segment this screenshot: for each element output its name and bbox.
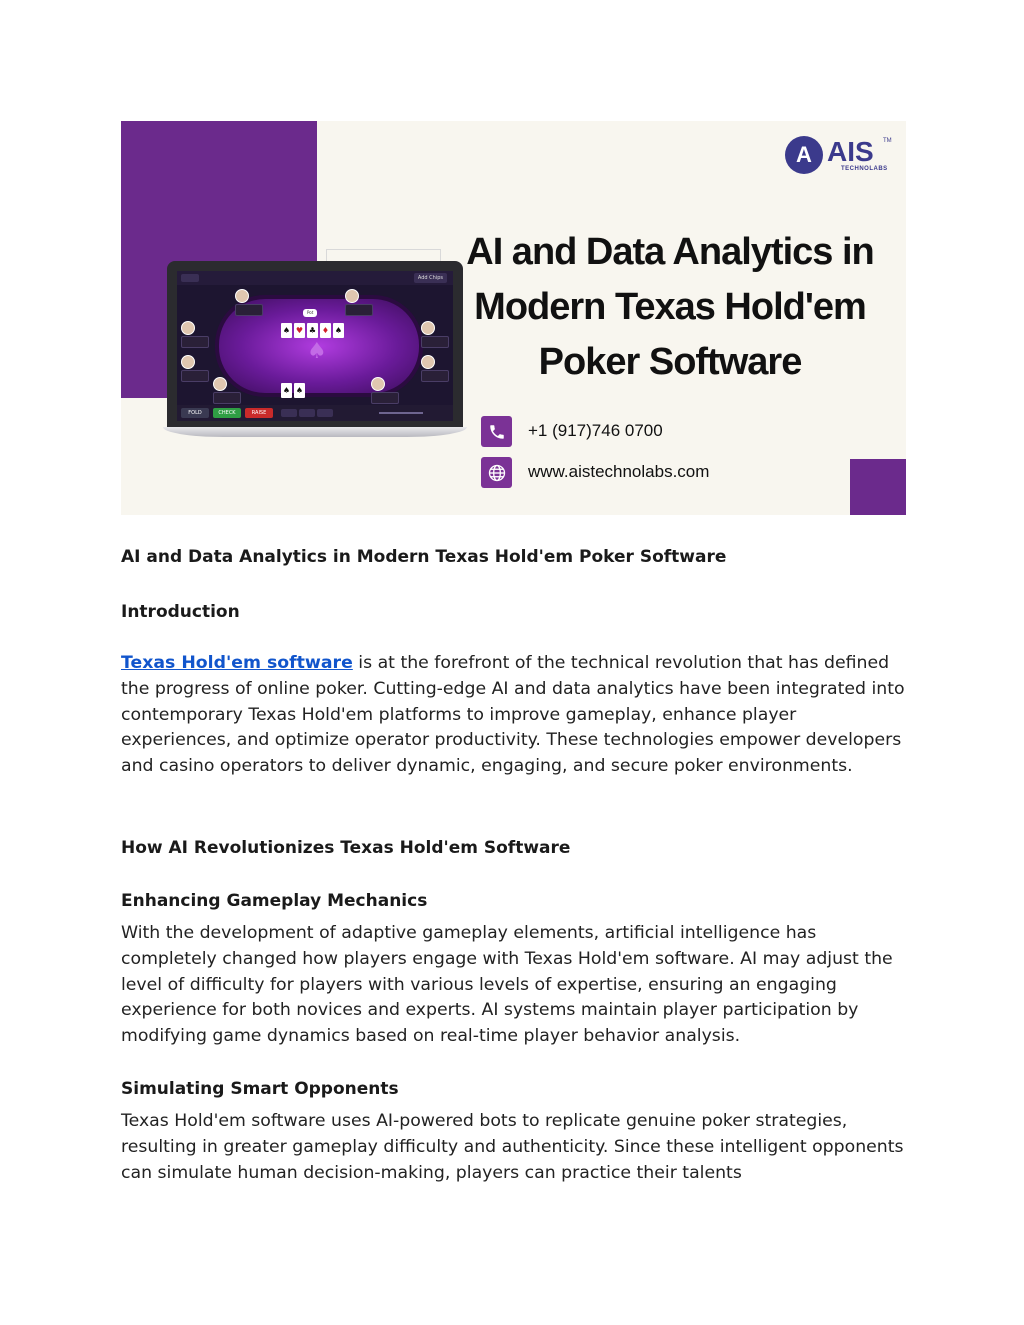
globe-icon: [481, 457, 512, 488]
fold-button: FOLD: [181, 408, 209, 418]
player-seat: [181, 321, 209, 348]
logo-name: AIS: [827, 136, 874, 167]
check-button: CHECK: [213, 408, 241, 418]
player-seat: [345, 289, 373, 316]
company-logo: [785, 136, 897, 180]
texas-holdem-software-link[interactable]: Texas Hold'em software: [121, 653, 353, 673]
introduction-text: is at the forefront of the technical revolution that has defined the progress of online poker. Cutting-edge AI and data analytics have been integrated into contemporary Texas Hold'em platforms to improve gameplay, enhance player experiences, and optimize operator productivity. These technologies empower developers and casino operators to deliver dynamic, engaging, and secure poker environments.: [121, 653, 905, 777]
spade-icon: ♠: [307, 339, 327, 364]
phone-number: +1 (917)746 0700: [528, 421, 663, 440]
community-card: ♦: [320, 323, 331, 338]
bet-chip: [299, 409, 315, 417]
game-topbar: [177, 271, 453, 285]
gameplay-heading: Enhancing Gameplay Mechanics: [121, 891, 428, 911]
document-title: AI and Data Analytics in Modern Texas Hold'em Poker Software: [121, 547, 727, 567]
bet-chip: [317, 409, 333, 417]
game-menu-button: [181, 274, 199, 282]
gameplay-paragraph: With the development of adaptive gameplay elements, artificial intelligence has completely changed how players engage with Texas Hold'em software. AI may adjust the level of difficulty for players with various levels of expertise, ensuring an engaging experience for both novices and experts. AI systems maintain player participation by modifying game dynamics based on real-time player behavior analysis.: [121, 923, 893, 1047]
community-card: ♠: [333, 323, 344, 338]
poker-game-screenshot: [177, 271, 453, 421]
phone-icon: [481, 416, 512, 447]
community-card: ♠: [281, 323, 292, 338]
hero-banner: [121, 121, 906, 515]
opponents-paragraph: Texas Hold'em software uses AI-powered bots to replicate genuine poker strategies, resulting in greater gameplay difficulty and authenticity. Since these intelligent opponents can simulate human decision-making, players can practice their talents: [121, 1111, 904, 1183]
player-seat: [371, 377, 399, 404]
add-chips-button: Add Chips: [414, 273, 447, 283]
logo-trademark: TM: [883, 138, 892, 144]
headline-line: AI and Data Analytics in: [466, 231, 874, 273]
laptop-base: [163, 427, 467, 437]
bet-chip: [281, 409, 297, 417]
opponents-heading: Simulating Smart Opponents: [121, 1079, 399, 1099]
player-seat: [235, 289, 263, 316]
hole-card: ♠: [281, 383, 292, 398]
community-card: ♥: [294, 323, 305, 338]
laptop-mockup: [163, 261, 467, 439]
pot-badge: Pot: [303, 309, 317, 317]
hole-card: ♠: [294, 383, 305, 398]
logo-mark: A: [785, 136, 823, 174]
section-heading: How AI Revolutionizes Texas Hold'em Software: [121, 838, 571, 858]
player-seat: [181, 355, 209, 382]
community-card: ♣: [307, 323, 318, 338]
introduction-paragraph: [121, 651, 911, 780]
bet-slider: [379, 412, 423, 414]
logo-subtitle: TECHNOLABS: [841, 166, 888, 172]
player-seat: [213, 377, 241, 404]
banner-headline: [440, 225, 900, 390]
headline-line: Modern Texas Hold'em: [474, 286, 866, 328]
website-url: www.aistechnolabs.com: [528, 462, 710, 481]
raise-button: RAISE: [245, 408, 273, 418]
laptop-screen: [167, 261, 463, 429]
headline-line: Poker Software: [538, 341, 802, 383]
introduction-heading: Introduction: [121, 602, 240, 622]
game-action-bar: [177, 405, 453, 421]
purple-corner-block: [850, 459, 906, 515]
